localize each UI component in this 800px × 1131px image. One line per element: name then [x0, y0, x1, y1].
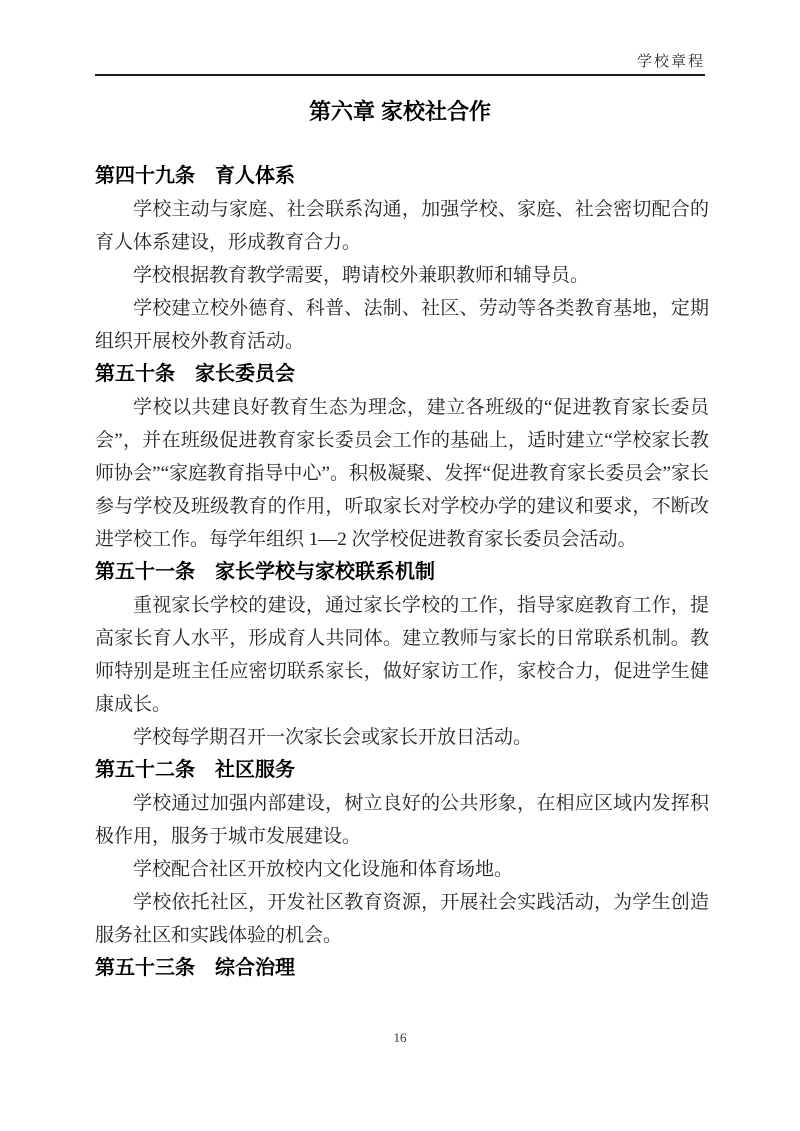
paragraph: 重视家长学校的建设，通过家长学校的工作，指导家庭教育工作，提高家长育人水平，形成育人共同体。建立教师与家长的日常联系机制。教师特别是班主任应密切联系家长，做好家访工作，家校合力，促进学生健康成长。	[95, 595, 709, 715]
paragraph: 学校主动与家庭、社会联系沟通，加强学校、家庭、社会密切配合的育人体系建设，形成教育合力。	[95, 199, 709, 253]
section-heading: 第五十三条 综合治理	[95, 957, 295, 979]
paragraph: 学校每学期召开一次家长会或家长开放日活动。	[133, 727, 533, 748]
header-rule	[95, 74, 705, 76]
section-heading: 第五十二条 社区服务	[95, 759, 295, 781]
chapter-title: 第六章 家校社合作	[308, 99, 492, 124]
page-number: 16	[393, 1030, 407, 1045]
paragraph: 学校建立校外德育、科普、法制、社区、劳动等各类教育基地，定期组织开展校外教育活动。	[95, 298, 709, 352]
paragraph: 学校配合社区开放校内文化设施和体育场地。	[133, 859, 514, 880]
paragraph: 学校依托社区，开发社区教育资源，开展社会实践活动，为学生创造服务社区和实践体验的机会。	[95, 892, 709, 946]
section-heading: 第五十一条 家长学校与家校联系机制	[95, 561, 435, 583]
paragraph: 学校以共建良好教育生态为理念，建立各班级的“促进教育家长委员会”，并在班级促进教育家长委员会工作的基础上，适时建立“学校家长教师协会”“家庭教育指导中心”。积极凝聚、发挥“促进教育家长委员会”家长参与学校及班级教育的作用，听取家长对学校办学的建议和要求，不断改进学校工作。每学年组织 1—2 次学校促进教育家长委员会活动。	[95, 397, 709, 550]
running-header-title: 学校章程	[636, 54, 705, 70]
section-heading: 第五十条 家长委员会	[95, 363, 295, 385]
document-body	[95, 160, 709, 985]
paragraph: 学校通过加强内部建设，树立良好的公共形象，在相应区域内发挥积极作用，服务于城市发展建设。	[95, 793, 709, 847]
paragraph: 学校根据教育教学需要，聘请校外兼职教师和辅导员。	[133, 265, 590, 286]
section-heading: 第四十九条 育人体系	[95, 165, 295, 187]
